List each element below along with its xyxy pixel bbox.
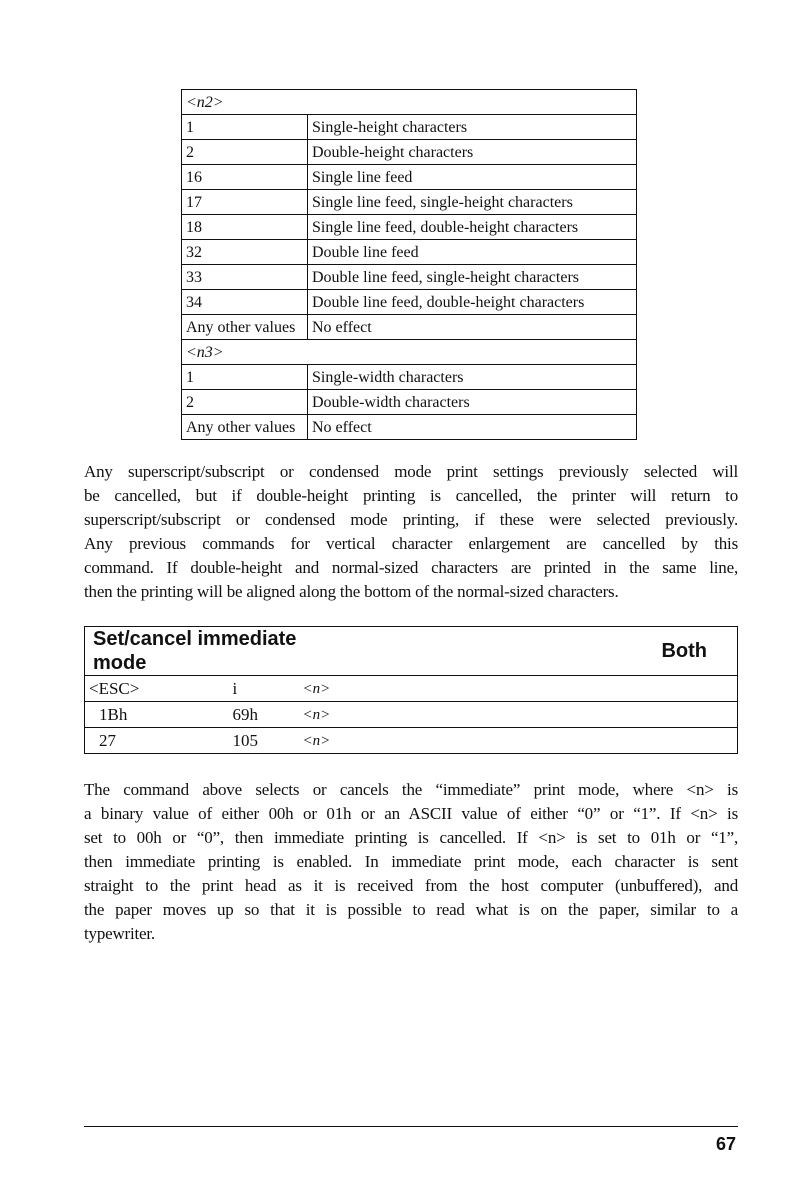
command-title: Set/cancel immediate mode	[85, 627, 303, 676]
table-section-header: <n3>	[182, 340, 637, 365]
command-row-decimal	[85, 728, 738, 754]
command-cell: <ESC>	[85, 676, 203, 702]
command-cell: <n>	[303, 728, 738, 754]
value-cell: 34	[182, 290, 308, 315]
value-cell: 2	[182, 140, 308, 165]
table-row	[182, 265, 637, 290]
table-row	[182, 215, 637, 240]
value-cell: 2	[182, 390, 308, 415]
command-cell: <n>	[303, 702, 738, 728]
description-cell: Double-width characters	[308, 390, 637, 415]
text-line: command. If double-height and normal-sized characters are printed in the same line,	[84, 558, 738, 577]
text-line: The command above selects or cancels the “immediate” print mode, where <n> is	[84, 780, 738, 799]
table-row	[182, 290, 637, 315]
description-cell: Double line feed	[308, 240, 637, 265]
command-title-row	[85, 627, 738, 676]
text-line: then immediate printing is enabled. In immediate print mode, each character is sent	[84, 852, 738, 871]
value-cell: 32	[182, 240, 308, 265]
text-line: Any previous commands for vertical character enlargement are cancelled by this	[84, 534, 738, 553]
value-cell: Any other values	[182, 315, 308, 340]
command-cell: <n>	[303, 676, 738, 702]
text-line: then the printing will be aligned along the bottom of the normal-sized characters.	[84, 582, 619, 601]
command-cell: 1Bh	[85, 702, 203, 728]
text-line: a binary value of either 00h or 01h or an ASCII value of either “0” or “1”. If <n> is	[84, 804, 738, 823]
command-box	[84, 626, 738, 754]
text-line: superscript/subscript or condensed mode printing, if these were selected previously.	[84, 510, 738, 529]
text-line: straight to the print head as it is received from the host computer (unbuffered), and	[84, 876, 738, 895]
description-cell: Single-width characters	[308, 365, 637, 390]
text-line: be cancelled, but if double-height printing is cancelled, the printer will return to	[84, 486, 738, 505]
value-cell: Any other values	[182, 415, 308, 440]
command-cell: 27	[85, 728, 203, 754]
description-cell: Double line feed, single-height characters	[308, 265, 637, 290]
text-line: Any superscript/subscript or condensed mode print settings previously selected will	[84, 462, 738, 481]
table-row	[182, 165, 637, 190]
value-cell: 33	[182, 265, 308, 290]
table-row	[182, 140, 637, 165]
description-cell: No effect	[308, 315, 637, 340]
value-cell: 18	[182, 215, 308, 240]
text-line: set to 00h or “0”, then immediate printing is cancelled. If <n> is set to 01h or “1”,	[84, 828, 738, 847]
text-line: typewriter.	[84, 924, 155, 943]
command-cell: 105	[203, 728, 303, 754]
command-scope: Both	[303, 627, 738, 676]
table-row	[182, 315, 637, 340]
table-section-header-row	[182, 90, 637, 115]
command-row-hex	[85, 702, 738, 728]
table-row	[182, 190, 637, 215]
parameter-table	[181, 89, 637, 440]
text-line: the paper moves up so that it is possible to read what is on the paper, similar to a	[84, 900, 738, 919]
page-number: 67	[715, 1134, 736, 1154]
description-cell: No effect	[308, 415, 637, 440]
footer-rule	[84, 1126, 738, 1127]
command-cell: 69h	[203, 702, 303, 728]
description-cell: Single-height characters	[308, 115, 637, 140]
table-section-header-row	[182, 340, 637, 365]
table-row	[182, 115, 637, 140]
value-cell: 1	[182, 115, 308, 140]
paragraph-immediate-mode	[84, 778, 738, 946]
page-content	[0, 89, 798, 946]
value-cell: 1	[182, 365, 308, 390]
table-row	[182, 390, 637, 415]
command-row-escape	[85, 676, 738, 702]
table-row	[182, 415, 637, 440]
description-cell: Single line feed, double-height characters	[308, 215, 637, 240]
description-cell: Single line feed	[308, 165, 637, 190]
command-cell: i	[203, 676, 303, 702]
description-cell: Double-height characters	[308, 140, 637, 165]
paragraph-enlargement-notes	[84, 460, 738, 604]
description-cell: Double line feed, double-height characters	[308, 290, 637, 315]
table-row	[182, 365, 637, 390]
table-row	[182, 240, 637, 265]
description-cell: Single line feed, single-height characters	[308, 190, 637, 215]
value-cell: 16	[182, 165, 308, 190]
table-section-header: <n2>	[182, 90, 637, 115]
value-cell: 17	[182, 190, 308, 215]
